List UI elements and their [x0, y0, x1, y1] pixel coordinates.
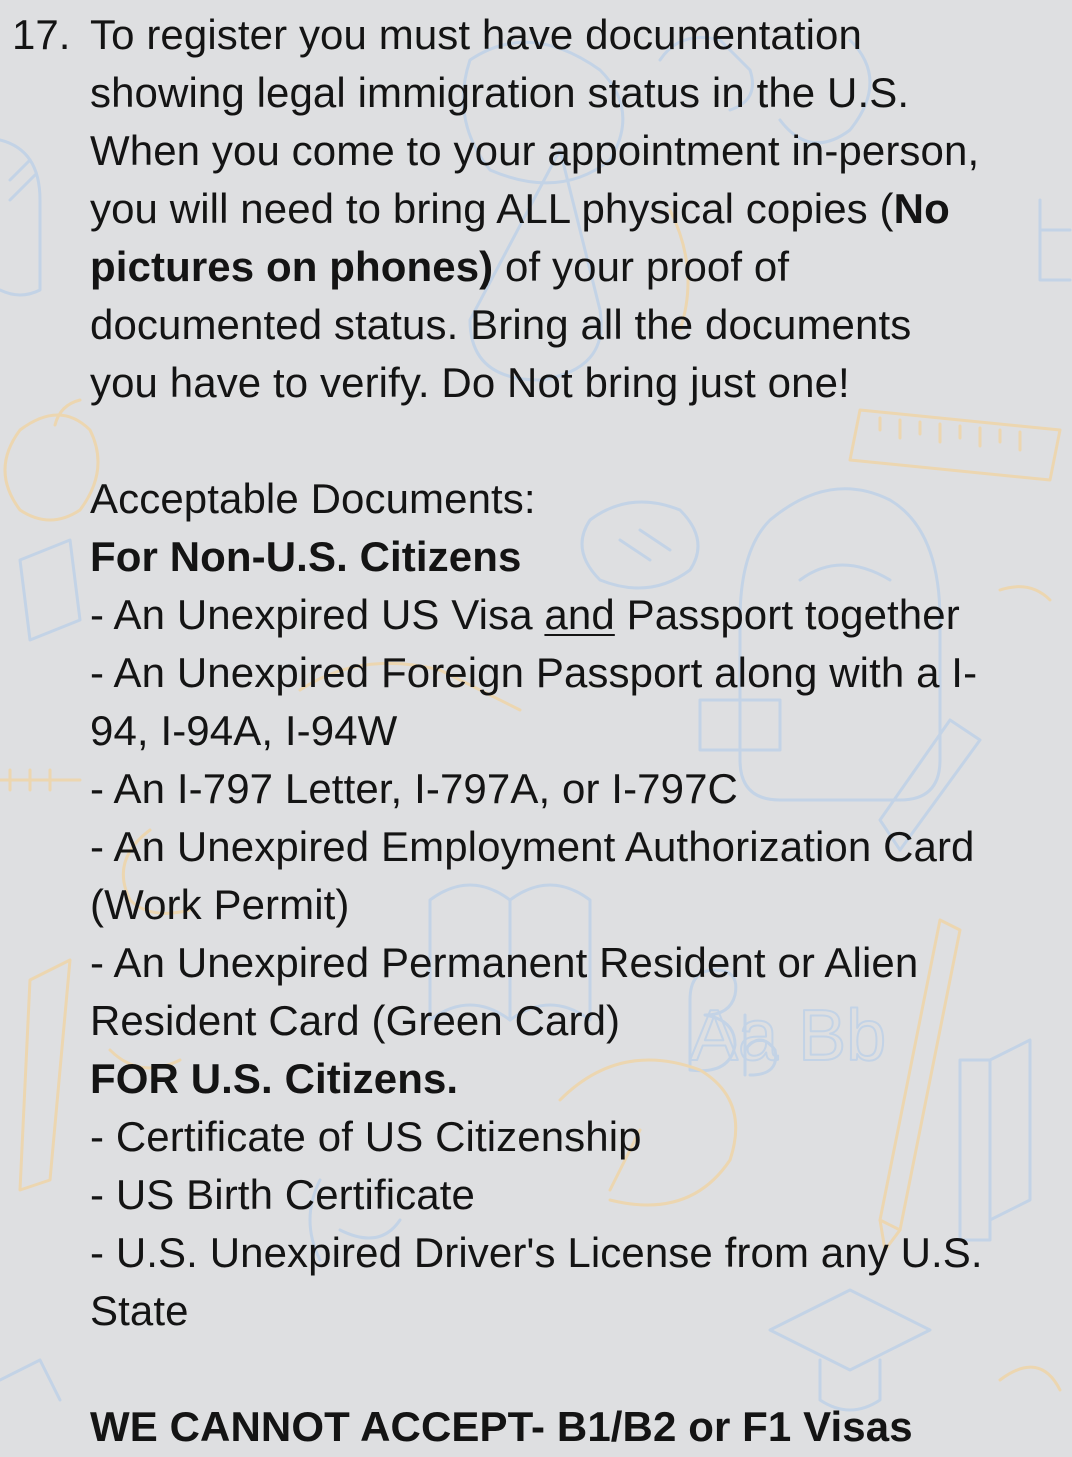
intro-text: of your proof of	[493, 243, 790, 290]
list-item-continued: Resident Card (Green Card)	[90, 997, 621, 1044]
item-number: 17.	[12, 11, 71, 58]
cannot-accept-notice: WE CANNOT ACCEPT- B1/B2 or F1 Visas	[90, 1403, 913, 1450]
intro-text: you will need to bring ALL physical copies (	[90, 185, 894, 232]
list-item: - An Unexpired Permanent Resident or Alien	[90, 939, 919, 986]
intro-line	[90, 238, 789, 296]
list-item: - U.S. Unexpired Driver's License from any U.S.	[90, 1229, 983, 1276]
list-item: - Certificate of US Citizenship	[90, 1113, 642, 1160]
emphasis-text: No	[893, 185, 950, 232]
non-citizens-heading: For Non-U.S. Citizens	[90, 533, 522, 580]
acceptable-documents-heading: Acceptable Documents:	[90, 475, 536, 522]
list-item	[90, 586, 960, 644]
list-item-text: - An Unexpired US Visa	[90, 591, 545, 638]
intro-line: When you come to your appointment in-person,	[90, 127, 980, 174]
citizens-heading: FOR U.S. Citizens.	[90, 1055, 459, 1102]
watermark-letters: Aa Bb	[690, 996, 887, 1076]
intro-line: showing legal immigration status in the U.S.	[90, 69, 910, 116]
emphasis-text: pictures on phones)	[90, 243, 494, 290]
list-item-text: Passport together	[614, 591, 960, 638]
intro-line	[90, 180, 950, 238]
list-item: - An Unexpired Employment Authorization Card	[90, 823, 975, 870]
intro-line: documented status. Bring all the documents	[90, 301, 912, 348]
intro-line: To register you must have documentation	[90, 11, 862, 58]
list-item-continued: (Work Permit)	[90, 881, 350, 928]
list-item: - US Birth Certificate	[90, 1171, 475, 1218]
list-item-continued: State	[90, 1287, 189, 1334]
intro-line: you have to verify. Do Not bring just one!	[90, 359, 850, 406]
list-item: - An I-797 Letter, I-797A, or I-797C	[90, 765, 738, 812]
underlined-text: and	[544, 591, 615, 638]
list-item-continued: 94, I-94A, I-94W	[90, 707, 398, 754]
list-item: - An Unexpired Foreign Passport along with a I-	[90, 649, 978, 696]
